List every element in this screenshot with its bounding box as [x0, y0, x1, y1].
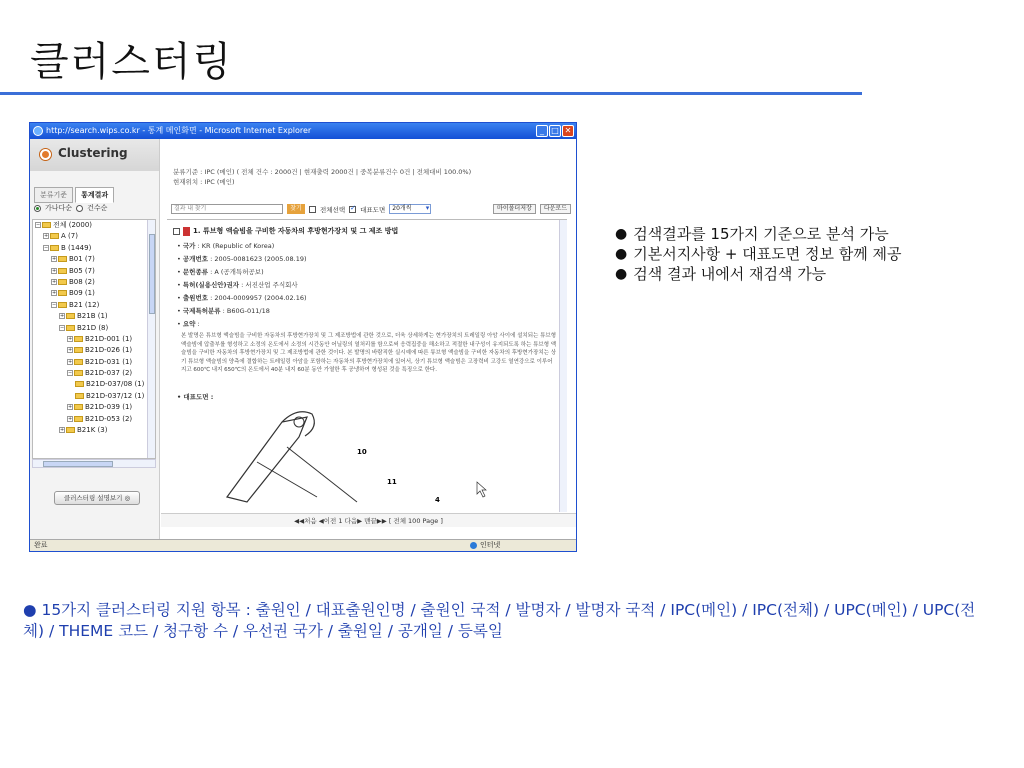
- field-label: 공개번호: [182, 255, 209, 263]
- tree-node-label: B01 (7): [69, 255, 95, 264]
- folder-icon: [74, 347, 83, 353]
- tree-node[interactable]: [33, 243, 155, 254]
- clustering-help-button[interactable]: 클러스터링 설명보기 ◎: [54, 491, 140, 505]
- tree-node[interactable]: [33, 345, 155, 356]
- folder-icon: [58, 279, 67, 285]
- field-row: • 국제특허분류 : B60G-011/18: [177, 307, 270, 315]
- field-row: • 문헌종류 : A (공개특허공보): [177, 268, 264, 276]
- folder-icon: [74, 416, 83, 422]
- tree-node[interactable]: [33, 277, 155, 288]
- tree-node-label: B21D-037 (2): [85, 369, 133, 378]
- sort-count-label: 건수순: [87, 204, 108, 212]
- right-pane: [161, 139, 576, 539]
- collapse-icon[interactable]: −: [52, 301, 57, 308]
- tree-node[interactable]: [33, 266, 155, 277]
- field-value: :: [195, 320, 200, 328]
- window-title: http://search.wips.co.kr - 통계 메인화면 - Microsoft Internet Explorer: [46, 126, 312, 135]
- tab-stats-result[interactable]: 통계결과: [75, 187, 114, 203]
- classification-info: [173, 167, 471, 187]
- tree-node[interactable]: [33, 334, 155, 345]
- slide-title: 클러스터링: [30, 39, 234, 85]
- tree-node[interactable]: [33, 402, 155, 413]
- folder-icon: [58, 302, 67, 308]
- field-label: 국제특허분류: [182, 307, 221, 315]
- rep-drawing-heading-text: 대표도면 :: [183, 393, 214, 401]
- folder-icon: [66, 325, 75, 331]
- tree-node-label: B21D-037/12 (1): [86, 391, 145, 400]
- browser-statusbar: [30, 539, 576, 551]
- field-row: • 공개번호 : 2005-0081623 (2005.08.19): [177, 255, 307, 263]
- field-label: 특허(실용신안)권자: [182, 281, 240, 289]
- title-underline: [0, 92, 862, 95]
- bullet-dot-icon: ●: [615, 246, 628, 262]
- folder-icon: [50, 233, 59, 239]
- tree-hscroll-thumb[interactable]: [43, 461, 113, 467]
- tree-node-label: B21D-053 (2): [85, 414, 133, 423]
- folder-icon: [74, 336, 83, 342]
- folder-icon: [50, 245, 59, 251]
- save-to-folder-button[interactable]: 마이폴더저장: [493, 204, 536, 214]
- tree-node-label: B21D-031 (1): [85, 357, 133, 366]
- bullet-text: 검색결과를 15가지 기준으로 분석 가능: [633, 225, 889, 243]
- result-header: [173, 226, 398, 236]
- rep-drawing-checkbox[interactable]: [349, 206, 356, 213]
- tree-node[interactable]: [33, 311, 155, 322]
- expand-icon[interactable]: +: [52, 290, 57, 297]
- expand-icon[interactable]: +: [44, 233, 49, 240]
- brand-title: Clustering: [58, 146, 128, 160]
- window-titlebar[interactable]: [30, 123, 576, 139]
- rep-drawing-label: 대표도면: [360, 205, 386, 214]
- sort-alpha-radio[interactable]: [34, 205, 41, 212]
- tree-node[interactable]: [33, 288, 155, 299]
- tree-node[interactable]: [33, 231, 155, 242]
- field-label: 요약: [182, 320, 196, 328]
- representative-drawing: [187, 402, 487, 507]
- bullet-item: [615, 244, 901, 264]
- field-row: • 국가 : KR (Republic of Korea): [177, 242, 275, 250]
- tree-node[interactable]: [33, 391, 155, 402]
- maximize-icon[interactable]: □: [549, 125, 561, 137]
- result-panel: [167, 219, 567, 511]
- close-icon[interactable]: ✕: [562, 125, 574, 137]
- callout-11: 11: [387, 478, 397, 486]
- result-title[interactable]: 1. 튜브형 액슬빔을 구비한 자동차의 후방현가장치 및 그 제조 방법: [193, 227, 399, 235]
- field-value: : 2005-0081623 (2005.08.19): [208, 255, 307, 263]
- rep-drawing-heading: • 대표도면 :: [177, 393, 214, 401]
- tree-node-label: B05 (7): [69, 266, 95, 275]
- folder-icon: [74, 359, 83, 365]
- select-all-label: 전체선택: [320, 205, 346, 214]
- tree-node-label: B21B (1): [77, 312, 108, 321]
- clustering-app: [30, 139, 576, 539]
- bibliographic-fields: [177, 240, 557, 331]
- tree-node[interactable]: [33, 368, 155, 379]
- pdf-icon[interactable]: [183, 227, 190, 236]
- field-value: : 2004-0009957 (2004.02.16): [208, 294, 307, 302]
- pagination[interactable]: ◀◀처음 ◀이전 1 다음▶ 맨끝▶▶ [ 전체 100 Page ]: [161, 513, 576, 527]
- tree-node-label: B08 (2): [69, 277, 95, 286]
- tree-list: [33, 220, 155, 436]
- sort-options: [34, 203, 107, 213]
- tree-node[interactable]: [33, 425, 155, 436]
- minimize-icon[interactable]: _: [536, 125, 548, 137]
- expand-icon[interactable]: +: [68, 404, 73, 411]
- collapse-icon[interactable]: −: [68, 370, 73, 377]
- tree-node-label: A (7): [61, 232, 78, 241]
- collapse-icon[interactable]: −: [44, 244, 49, 251]
- tree-node[interactable]: [33, 254, 155, 265]
- tree-node-label: B21D-001 (1): [85, 334, 133, 343]
- sort-count-radio[interactable]: [76, 205, 83, 212]
- bullet-dot-icon: ●: [615, 266, 628, 282]
- tab-criteria[interactable]: 분류기준: [34, 187, 73, 203]
- ie-icon: [33, 126, 43, 136]
- tree-node-label: B21 (12): [69, 300, 100, 309]
- tree-node[interactable]: [33, 357, 155, 368]
- supported-items-text: ● 15가지 클러스터링 지원 항목 : 출원인 / 대표출원인명 / 출원인 국적 / 발명자 / 발명자 국적 / IPC(메인) / IPC(전체) / UPC(메인) / UPC(전체) / THEME 코드 / 청구항 수 / 우선권 국가 / 출원일 / 공개일 / 등록일: [23, 601, 976, 640]
- help-button-label: 클러스터링 설명보기: [63, 494, 123, 502]
- tree-node[interactable]: [33, 379, 155, 390]
- download-button[interactable]: 다운로드: [540, 204, 571, 214]
- status-done: 완료: [34, 541, 48, 549]
- expand-icon[interactable]: +: [60, 427, 65, 434]
- bullet-text: 기본서지사항 + 대표도면 정보 함께 제공: [633, 245, 902, 263]
- bullet-item: [615, 224, 901, 244]
- field-value: : A (공개특허공보): [208, 268, 264, 276]
- result-checkbox[interactable]: [173, 228, 180, 235]
- pane-tabs: [34, 187, 114, 203]
- tree-node-label: B21D-026 (1): [85, 346, 133, 355]
- tree-node-label: B21D-037/08 (1): [86, 380, 145, 389]
- folder-icon: [58, 268, 67, 274]
- folder-icon: [58, 256, 67, 262]
- collapse-icon[interactable]: −: [60, 324, 65, 331]
- field-value: : KR (Republic of Korea): [195, 242, 275, 250]
- status-zone-label: 인터넷: [480, 541, 501, 549]
- info-location: 현재위치 : IPC (메인): [173, 178, 235, 186]
- tree-node-label: B09 (1): [69, 289, 95, 298]
- expand-icon[interactable]: +: [68, 335, 73, 342]
- brand-header: [30, 139, 159, 171]
- callout-10: 10: [357, 448, 367, 456]
- tree-node[interactable]: [33, 220, 155, 231]
- callout-4: 4: [435, 496, 440, 504]
- tree-node[interactable]: [33, 300, 155, 311]
- field-label: 국가: [182, 242, 196, 250]
- folder-icon: [75, 381, 84, 387]
- bullet-dot-icon: ●: [615, 226, 628, 242]
- page-size-select[interactable]: 20개씩 ▾: [389, 204, 431, 214]
- folder-icon: [74, 370, 83, 376]
- tree-node-label: 전체 (2000): [53, 221, 93, 229]
- abstract-text: 본 발명은 튜브형 액슬빔을 구비한 자동차의 후방현가장치 및 그 제조방법에 관한 것으로, 더욱 상세하게는 현가장치의 트레일링 아암 사이에 설치되는 튜브형 액슬빔에 압출부를 형성하고 소정의 온도에서 소정의 시간동안 어닐링의 열처리를 함으로써 응력집중을 해소하고 적절한 내구성이 유지되도록 하는 튜브형 액슬빔을 구비한 자동차의 후방현가장치 및 그 제조방법에 관한 것이다. 본 발명의 바람직한 실시예에 따른 튜브형 액슬빔을 구비한 자동차의 후방현가장치는 상기 튜브형 액슬빔의 양측에 결합하는 트레일링 아암을 포함하는 자동차의 후방현가장치에 있어서, 상기 튜브형 액슬빔은 고장력비 고강도 열연강으로 이루어지고 600℃ 내지 650℃의 온도에서 40분 내지 60분 동안 가열한 후 공냉하여 형성된 것을 특징으로 한다.: [181, 333, 557, 374]
- select-all-checkbox[interactable]: [309, 206, 316, 213]
- search-in-results-input[interactable]: [171, 204, 283, 214]
- feature-bullets: [615, 224, 901, 284]
- ie-window: [29, 122, 577, 552]
- tree-scroll-thumb[interactable]: [149, 234, 155, 314]
- collapse-icon[interactable]: −: [36, 222, 41, 228]
- field-label: 출원번호: [182, 294, 209, 302]
- tree-node[interactable]: [33, 323, 155, 334]
- expand-icon[interactable]: +: [52, 256, 57, 263]
- internet-globe-icon: [470, 542, 477, 549]
- expand-icon[interactable]: +: [68, 347, 73, 354]
- tree-node-label: B21K (3): [77, 426, 108, 435]
- info-criteria: 분류기준 : IPC (메인) ( 전체 건수 : 2000건 | 현재출력 2000건 | 중복분류건수 0건 | 전체대비 100.0%): [173, 168, 472, 176]
- sort-alpha-label: 가나다순: [45, 204, 73, 212]
- ipc-tree: [32, 219, 156, 459]
- folder-icon: [66, 427, 75, 433]
- tree-node[interactable]: [33, 414, 155, 425]
- folder-icon: [74, 404, 83, 410]
- field-row: • 출원번호 : 2004-0009957 (2004.02.16): [177, 294, 307, 302]
- folder-icon: [58, 290, 67, 296]
- expand-icon[interactable]: +: [68, 358, 73, 365]
- status-zone: [470, 540, 500, 551]
- expand-icon[interactable]: +: [52, 267, 57, 274]
- expand-icon[interactable]: +: [68, 415, 73, 422]
- field-label: 문헌종류: [182, 268, 209, 276]
- clustering-logo-icon: [40, 149, 51, 160]
- field-row: • 특허(실용신안)권자 : 서진산업 주식회사: [177, 281, 298, 289]
- result-vertical-scrollbar[interactable]: [559, 220, 567, 512]
- tree-horizontal-scrollbar[interactable]: [32, 459, 156, 468]
- result-toolbar: [171, 203, 571, 215]
- tree-node-label: B (1449): [61, 243, 92, 252]
- tree-vertical-scrollbar[interactable]: [147, 220, 155, 458]
- field-value: : B60G-011/18: [220, 307, 270, 315]
- tree-node-label: B21D-039 (1): [85, 403, 133, 412]
- folder-icon: [75, 393, 84, 399]
- search-button[interactable]: 찾기: [287, 204, 305, 214]
- folder-icon: [66, 313, 75, 319]
- bullet-item: [615, 264, 901, 284]
- tree-node-label: B21D (8): [77, 323, 109, 332]
- field-row: • 요약 :: [177, 320, 200, 328]
- folder-icon: [42, 222, 51, 228]
- field-value: : 서진산업 주식회사: [239, 281, 298, 289]
- expand-icon[interactable]: +: [60, 313, 65, 320]
- expand-icon[interactable]: +: [52, 278, 57, 285]
- left-pane: [30, 139, 160, 539]
- bullet-text: 검색 결과 내에서 재검색 가능: [633, 265, 827, 283]
